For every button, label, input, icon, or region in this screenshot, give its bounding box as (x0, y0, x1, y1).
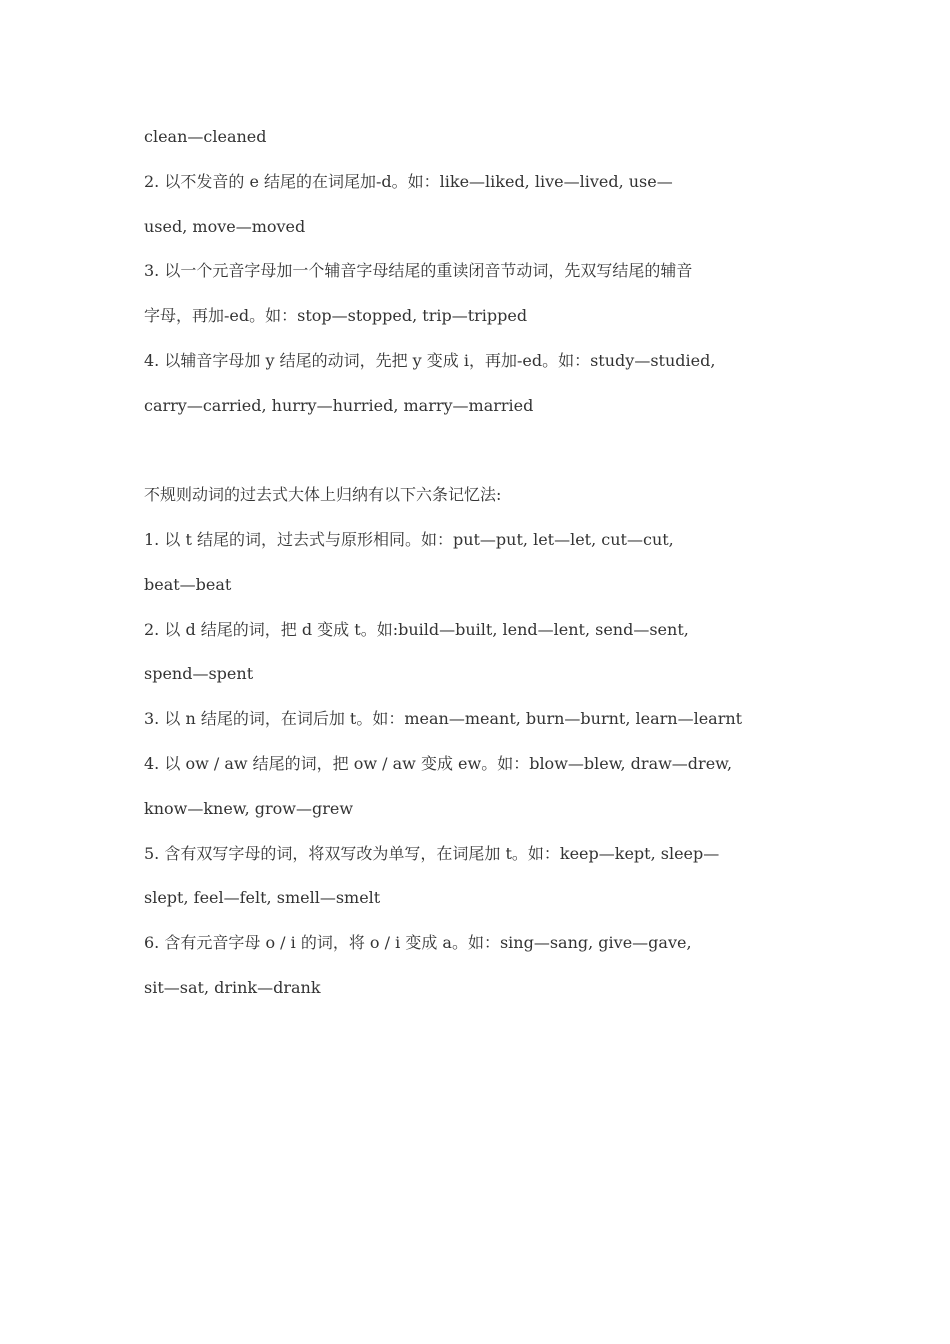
text-line: sit—sat, drink—drank (144, 978, 321, 997)
text-line: 5. 含有双写字母的词，将双写改为单写，在词尾加 t。如：keep—kept, sleep— (144, 844, 720, 863)
text-line: 2. 以 d 结尾的词，把 d 变成 t。如:build—built, lend—lent, send—sent, (144, 620, 689, 639)
text-line: slept, feel—felt, smell—smelt (144, 888, 381, 907)
text-line: carry—carried, hurry—hurried, marry—married (144, 396, 534, 415)
text-line: 3. 以 n 结尾的词，在词后加 t。如：mean—meant, burn—burnt, learn—learnt (144, 709, 743, 728)
section-heading: 不规则动词的过去式大体上归纳有以下六条记忆法: (144, 485, 502, 504)
text-line: know—knew, grow—grew (144, 799, 354, 818)
text-line: 字母，再加-ed。如：stop—stopped, trip—tripped (144, 306, 528, 325)
text-line: spend—spent (144, 664, 254, 683)
text-line: used, move—moved (144, 217, 306, 236)
text-line: 1. 以 t 结尾的词，过去式与原形相同。如：put—put, let—let, cut—cut, (144, 530, 674, 549)
text-line: 3. 以一个元音字母加一个辅音字母结尾的重读闭音节动词，先双写结尾的辅音 (144, 261, 693, 280)
text-line: 4. 以辅音字母加 y 结尾的动词，先把 y 变成 i，再加-ed。如：study—studied, (144, 351, 716, 370)
text-line: 6. 含有元音字母 o / i 的词，将 o / i 变成 a。如：sing—sang, give—gave, (144, 933, 692, 952)
text-line: clean—cleaned (144, 127, 267, 146)
text-line: beat—beat (144, 575, 232, 594)
text-line: 4. 以 ow / aw 结尾的词，把 ow / aw 变成 ew。如：blow—blew, draw—drew, (144, 754, 733, 773)
text-line: 2. 以不发音的 e 结尾的在词尾加-d。如：like—liked, live—lived, use— (144, 172, 673, 191)
